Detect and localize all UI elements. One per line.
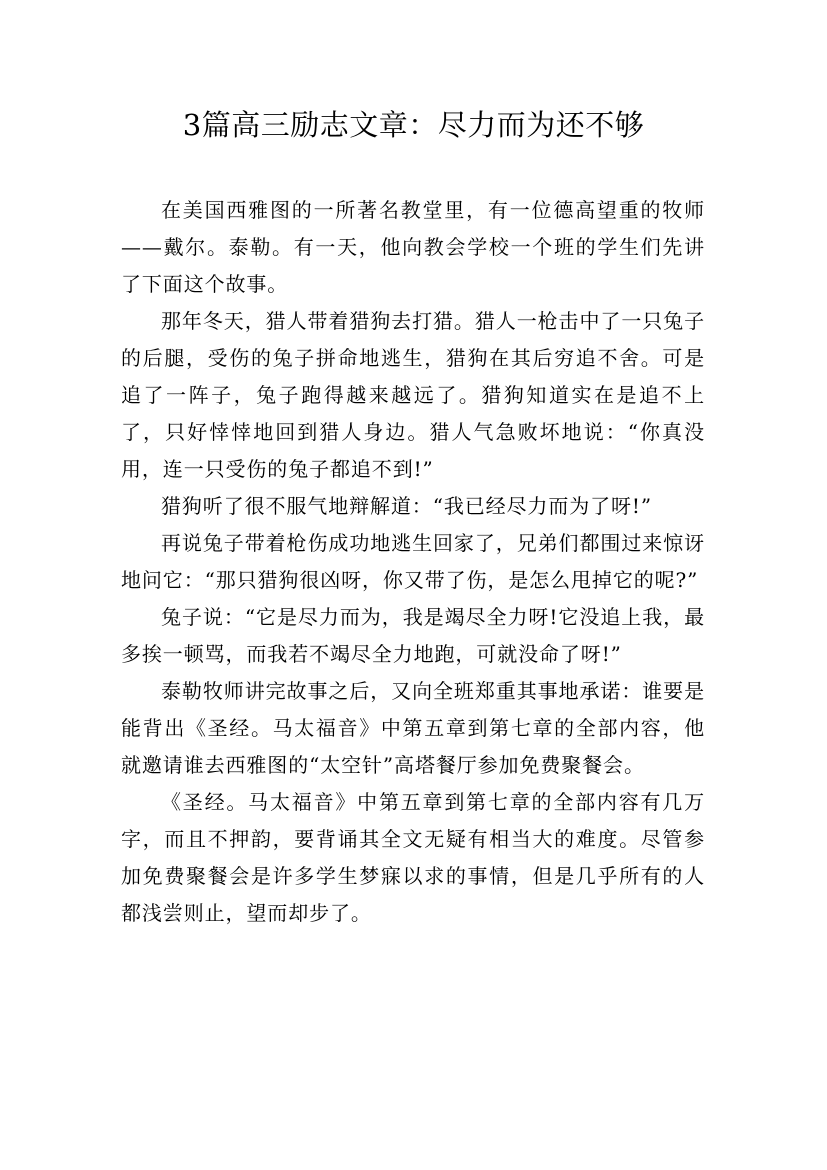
paragraph-1: 在美国西雅图的一所著名教堂里，有一位德高望重的牧师——戴尔。泰勒。有一天，他向教会学校一个班的学生们先讲了下面这个故事。 bbox=[121, 198, 705, 296]
paragraph-7: 《圣经。马太福音》中第五章到第七章的全部内容有几万字，而且不押韵，要背诵其全文无疑有相当大的难度。尽管参加免费聚餐会是许多学生梦寐以求的事情，但是几乎所有的人都浅尝则止，望而却步了。 bbox=[121, 790, 705, 925]
paragraph-5: 兔子说：“它是尽力而为，我是竭尽全力呀!它没追上我，最多挨一顿骂，而我若不竭尽全力地跑，可就没命了呀!” bbox=[121, 605, 705, 666]
paragraph-6: 泰勒牧师讲完故事之后，又向全班郑重其事地承诺：谁要是能背出《圣经。马太福音》中第五章到第七章的全部内容，他就邀请谁去西雅图的“太空针”高塔餐厅参加免费聚餐会。 bbox=[121, 679, 705, 777]
paragraph-2: 那年冬天，猎人带着猎狗去打猎。猎人一枪击中了一只兔子的后腿，受伤的兔子拼命地逃生，猎狗在其后穷追不舍。可是追了一阵子，兔子跑得越来越远了。猎狗知道实在是追不上了，只好悻悻地回到猎人身边。猎人气急败坏地说：“你真没用，连一只受伤的兔子都追不到!” bbox=[121, 309, 705, 481]
paragraph-3: 猎狗听了很不服气地辩解道：“我已经尽力而为了呀!” bbox=[161, 494, 652, 518]
article-body bbox=[121, 192, 705, 932]
paragraph-4: 再说兔子带着枪伤成功地逃生回家了，兄弟们都围过来惊讶地问它：“那只猎狗很凶呀，你又带了伤，是怎么甩掉它的呢?” bbox=[121, 531, 705, 592]
page-title: 3篇高三励志文章：尽力而为还不够 bbox=[182, 108, 645, 142]
